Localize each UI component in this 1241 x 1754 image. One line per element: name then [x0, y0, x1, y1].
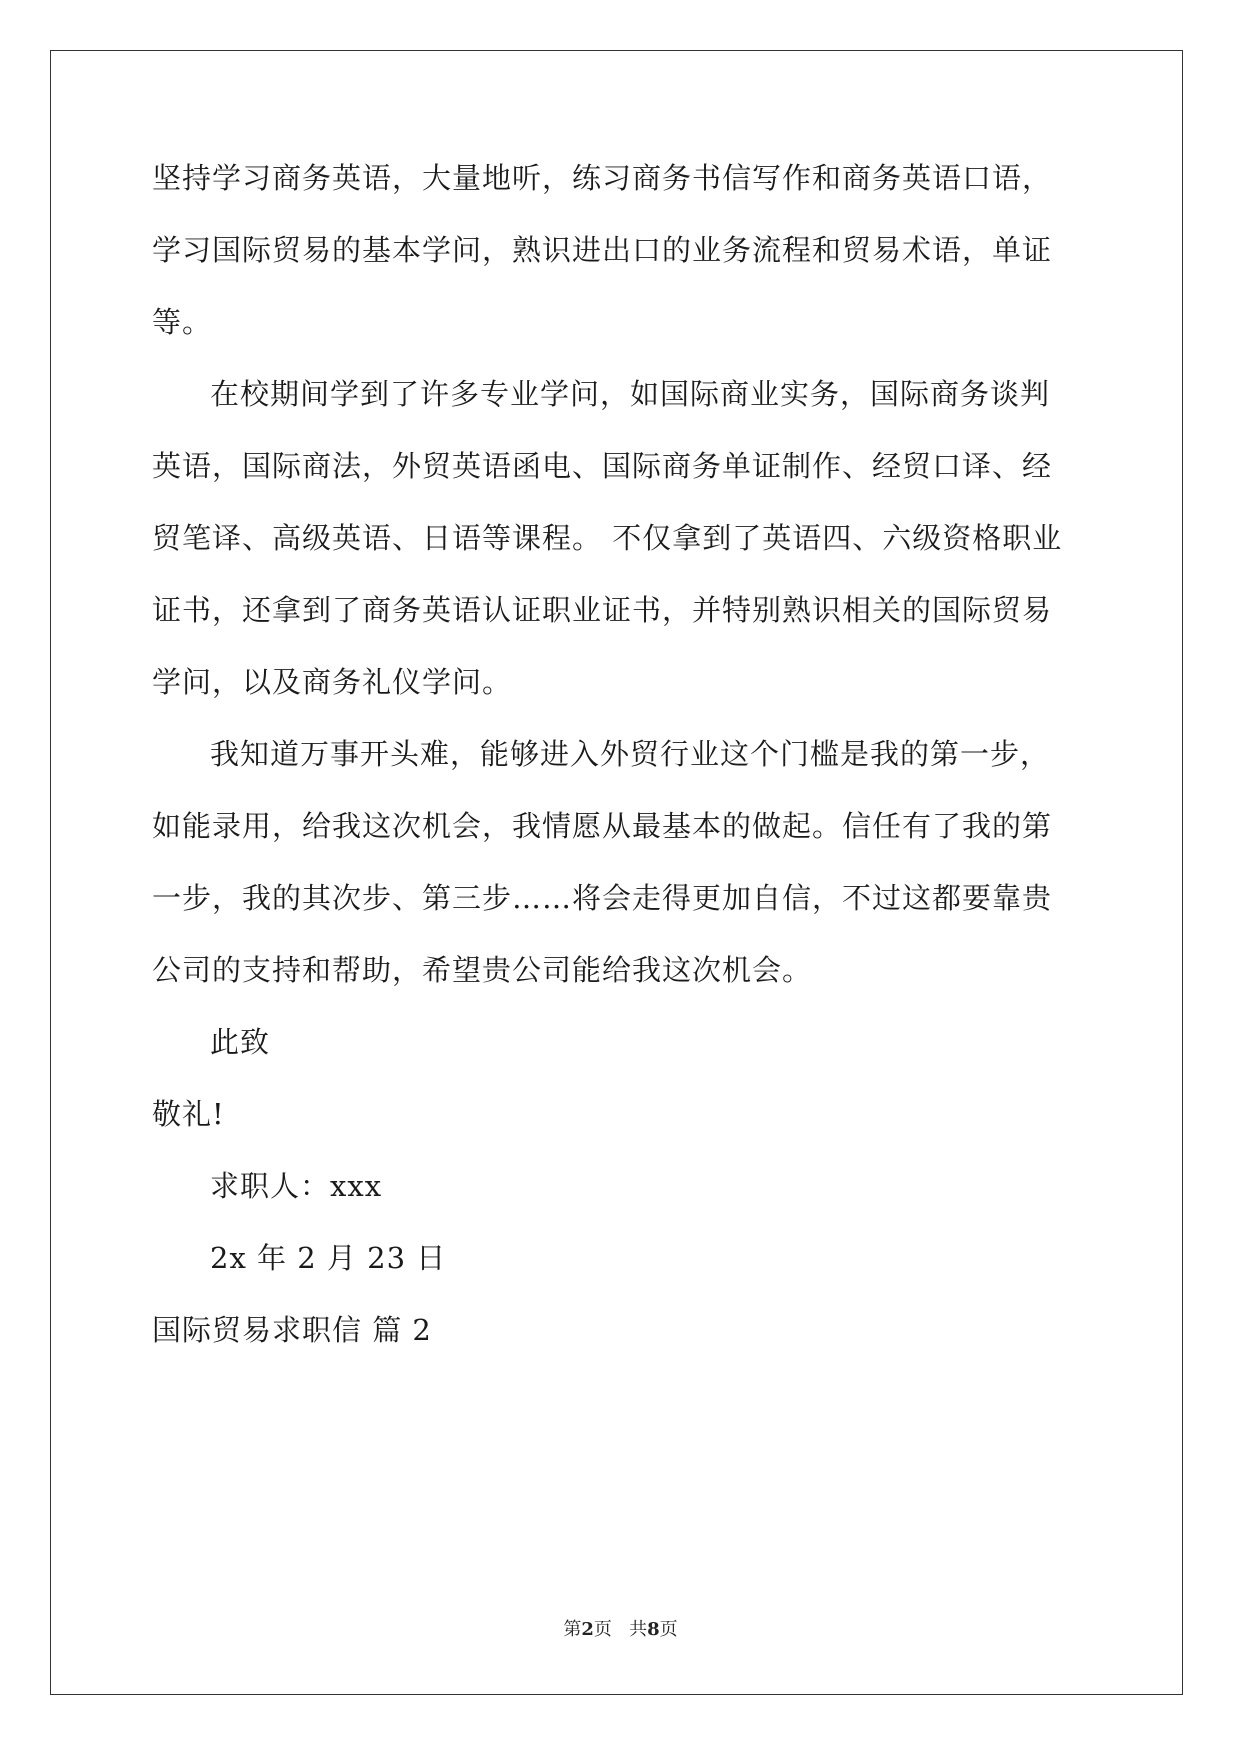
paragraph-2-line-1: 在校期间学到了许多专业学问，如国际商业实务，国际商务谈判	[210, 377, 1051, 411]
paragraph-3-line-4: 公司的支持和帮助，希望贵公司能给我这次机会。	[152, 953, 813, 987]
paragraph-2-line-5: 学问，以及商务礼仪学问。	[152, 665, 513, 699]
next-section-title: 国际贸易求职信 篇 2	[152, 1313, 432, 1347]
paragraph-2-line-2: 英语，国际商法，外贸英语函电、国际商务单证制作、经贸口译、经	[152, 449, 1053, 483]
footer-total-pages: 8	[647, 1619, 660, 1640]
paragraph-3-line-3: 一步，我的其次步、第三步……将会走得更加自信，不过这都要靠贵	[152, 881, 1053, 915]
paragraph-3-line-1: 我知道万事开头难，能够进入外贸行业这个门槛是我的第一步，	[210, 737, 1051, 771]
closing-regards: 敬礼!	[152, 1097, 225, 1131]
footer-page-prefix: 第	[563, 1619, 582, 1640]
page-footer	[0, 1618, 1241, 1642]
footer-page-number: 2	[581, 1619, 594, 1640]
paragraph-1-line-1: 坚持学习商务英语，大量地听，练习商务书信写作和商务英语口语，	[152, 161, 1053, 195]
paragraph-3-line-2: 如能录用，给我这次机会，我情愿从最基本的做起。信任有了我的第	[152, 809, 1053, 843]
paragraph-1-line-2: 学习国际贸易的基本学问，熟识进出口的业务流程和贸易术语，单证	[152, 233, 1053, 267]
footer-total-prefix: 共	[629, 1619, 648, 1640]
footer-total-suffix: 页	[659, 1619, 678, 1640]
page-border	[50, 50, 1183, 1695]
paragraph-2-line-4: 证书，还拿到了商务英语认证职业证书，并特别熟识相关的国际贸易	[152, 593, 1053, 627]
closing-salutation: 此致	[210, 1025, 271, 1059]
paragraph-2-line-3: 贸笔译、高级英语、日语等课程。 不仅拿到了英语四、六级资格职业	[152, 521, 1063, 555]
letter-date: 2x 年 2 月 23 日	[210, 1241, 447, 1275]
paragraph-1-line-3: 等。	[152, 305, 213, 339]
signature: 求职人：xxx	[210, 1169, 383, 1203]
footer-page-suffix: 页	[593, 1619, 612, 1640]
